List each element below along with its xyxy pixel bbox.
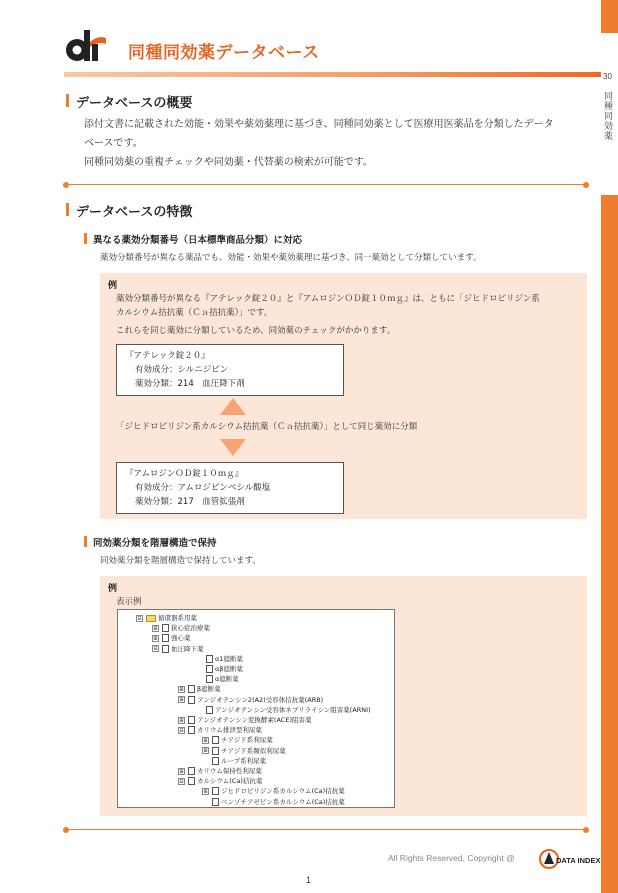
tree-node[interactable] xyxy=(178,716,311,725)
tree-node-label: α1遮断薬 xyxy=(215,654,243,663)
expand-toggle-icon[interactable]: ⊞ xyxy=(203,787,208,795)
document-icon xyxy=(162,645,169,653)
tree-node[interactable] xyxy=(178,767,262,776)
tree-node-label: αβ遮断薬 xyxy=(215,665,243,673)
tree-node[interactable] xyxy=(152,645,204,654)
collapse-toggle-icon[interactable]: ⊟ xyxy=(137,614,142,622)
side-accent-bar-top xyxy=(601,0,618,33)
example-box-2 xyxy=(100,576,587,816)
tree-node-label: 狭心症治療薬 xyxy=(171,624,210,633)
example-text-3: これらを同じ薬効に分類しているため、同効薬のチェックがかかります。 xyxy=(116,326,396,336)
tree-node-label: チアジド系利尿薬 xyxy=(221,736,273,745)
expand-toggle-icon[interactable]: ⊞ xyxy=(203,736,208,744)
tree-node[interactable] xyxy=(196,665,243,674)
tree-node[interactable] xyxy=(196,675,239,684)
tree-node-label: カルシウム(Ca)拮抗薬 xyxy=(197,777,263,786)
tree-caption: 表示例 xyxy=(116,597,142,607)
document-icon xyxy=(206,655,213,663)
example-text-2: カルシウム拮抗薬（Ｃａ拮抗薬）」です。 xyxy=(116,308,273,318)
page-number: 1 xyxy=(306,875,312,885)
document-icon xyxy=(188,777,195,785)
document-icon xyxy=(212,787,219,795)
document-icon xyxy=(212,747,219,755)
collapse-toggle-icon[interactable]: ⊟ xyxy=(153,645,158,653)
tree-node-label: アンジオテンシン変換酵素(ACE)阻害薬 xyxy=(197,716,312,724)
tree-node-label: ジヒドロピリジン系カルシウム(Ca)拮抗薬 xyxy=(221,787,345,796)
tree-node-label: アンジオテンシン受容体ネプリライシン阻害薬(ARNI) xyxy=(215,705,371,714)
section-divider xyxy=(66,184,586,185)
tree-node[interactable] xyxy=(152,634,191,643)
expand-toggle-icon[interactable]: ⊞ xyxy=(179,767,184,775)
document-icon xyxy=(206,675,213,683)
feature-2-description: 同効薬分類を階層構造で保持しています。 xyxy=(100,556,261,566)
tree-node[interactable] xyxy=(202,747,286,756)
document-icon xyxy=(162,634,169,642)
example-label: 例 xyxy=(108,281,118,291)
drug-card-atelec xyxy=(116,344,344,396)
example-box-1 xyxy=(100,273,587,519)
folder-icon xyxy=(146,615,156,622)
document-icon xyxy=(188,767,195,775)
document-icon xyxy=(188,685,195,693)
document-icon xyxy=(162,624,169,632)
tree-node[interactable] xyxy=(136,614,197,623)
document-icon xyxy=(206,665,213,673)
drug-ingredient: 有効成分：アムロジピンベシル酸塩 xyxy=(135,483,271,493)
tree-node-label: β遮断薬 xyxy=(197,685,221,694)
brand-logo-icon xyxy=(62,22,110,66)
tree-node[interactable] xyxy=(202,787,345,796)
features-heading: データベースの特徴 xyxy=(66,201,192,220)
tree-node-label: 血圧降下薬 xyxy=(171,644,204,653)
feature-1-heading: 異なる薬効分類番号（日本標準商品分類）に対応 xyxy=(84,232,302,246)
tree-node[interactable] xyxy=(152,624,210,633)
tree-node-label: 強心薬 xyxy=(171,634,191,643)
tree-node[interactable] xyxy=(202,736,273,745)
drug-category: 薬効分類：217 血管拡張剤 xyxy=(135,497,245,507)
tree-node[interactable] xyxy=(196,706,371,715)
collapse-toggle-icon[interactable]: ⊟ xyxy=(179,777,184,785)
side-section-label: 同種同効薬 xyxy=(604,92,614,142)
drug-ingredient: 有効成分：シルニジピン xyxy=(135,365,229,375)
tree-node[interactable] xyxy=(202,757,266,766)
document-icon xyxy=(188,726,195,734)
drug-name: 『アムロジンＯＤ錠１０ｍｇ』 xyxy=(125,469,244,479)
tree-node-label: アンジオテンシン2(A2)受容体拮抗薬(ARB) xyxy=(197,695,324,704)
tree-node-label: 循環器系用薬 xyxy=(158,614,197,622)
expand-toggle-icon[interactable]: ⊞ xyxy=(203,747,208,755)
tree-node-label: カリウム排泄型利尿薬 xyxy=(197,726,262,735)
page-title: 同種同効薬データベース xyxy=(128,43,320,63)
overview-line-1: 添付文書に記載された効能・効果や薬効薬理に基づき、同種同効薬として医療用医薬品を分類したデータ xyxy=(84,119,554,130)
document-icon xyxy=(212,798,219,806)
feature-2-heading: 同効薬分類を階層構造で保持 xyxy=(84,535,217,549)
tree-node-label: チアジド系類似利尿薬 xyxy=(221,746,286,755)
overview-line-3: 同種同効薬の重複チェックや同効薬・代替薬の検索が可能です。 xyxy=(84,157,373,168)
overview-line-2: ベースです。 xyxy=(84,138,143,149)
tree-node[interactable] xyxy=(178,777,262,786)
expand-toggle-icon[interactable]: ⊞ xyxy=(153,634,158,642)
tree-node[interactable] xyxy=(202,798,345,807)
example-middle-text: 「ジヒドロピリジン系カルシウム拮抗薬（Ｃａ拮抗薬）」として同じ薬効に分類 xyxy=(116,422,418,432)
tree-node[interactable] xyxy=(178,726,262,735)
expand-toggle-icon[interactable]: ⊞ xyxy=(153,624,158,632)
drug-card-amlodin xyxy=(116,462,344,514)
expand-toggle-icon[interactable]: ⊞ xyxy=(179,696,184,704)
document-icon xyxy=(188,716,195,724)
document-icon xyxy=(206,706,213,714)
footer-logo-text: DATA INDEX xyxy=(556,856,601,865)
side-accent-bar-bottom xyxy=(601,195,618,893)
document-icon xyxy=(212,757,219,765)
arrow-up-icon xyxy=(220,398,246,415)
drug-name: 『アテレック錠２０』 xyxy=(125,351,210,361)
feature-1-description: 薬効分類番号が異なる薬品でも、効能・効果や薬効薬理に基づき、同一薬効として分類しています。 xyxy=(100,253,482,263)
expand-toggle-icon[interactable]: ⊞ xyxy=(179,716,184,724)
tree-view xyxy=(117,609,395,808)
title-underline xyxy=(64,72,601,77)
tree-node-label: カリウム保持性利尿薬 xyxy=(197,767,262,775)
document-icon xyxy=(188,696,195,704)
tree-node[interactable] xyxy=(178,685,221,694)
tree-node[interactable] xyxy=(196,655,243,664)
tree-node-label: ベンゾチアゼピン系カルシウム(Ca)拮抗薬 xyxy=(221,797,345,806)
tree-node-label: α遮断薬 xyxy=(215,675,239,684)
tree-node[interactable] xyxy=(178,696,323,705)
example-label: 例 xyxy=(108,584,118,594)
section-divider-bottom xyxy=(66,829,586,830)
tree-node-label: ループ系利尿薬 xyxy=(221,756,267,765)
drug-category: 薬効分類：214 血圧降下剤 xyxy=(135,379,245,389)
copyright-text: All Rights Reserved, Copyright @ xyxy=(388,853,515,863)
arrow-down-icon xyxy=(220,439,246,456)
expand-toggle-icon[interactable]: ⊞ xyxy=(179,685,184,693)
example-text-1: 薬効分類番号が異なる『アテレック錠２０』と『アムロジンＯＤ錠１０ｍｇ』は、ともに「ジヒドロピリジン系 xyxy=(116,294,540,304)
document-icon xyxy=(212,736,219,744)
side-page-number: 30 xyxy=(603,72,612,81)
collapse-toggle-icon[interactable]: ⊟ xyxy=(179,726,184,734)
overview-heading: データベースの概要 xyxy=(66,92,192,111)
